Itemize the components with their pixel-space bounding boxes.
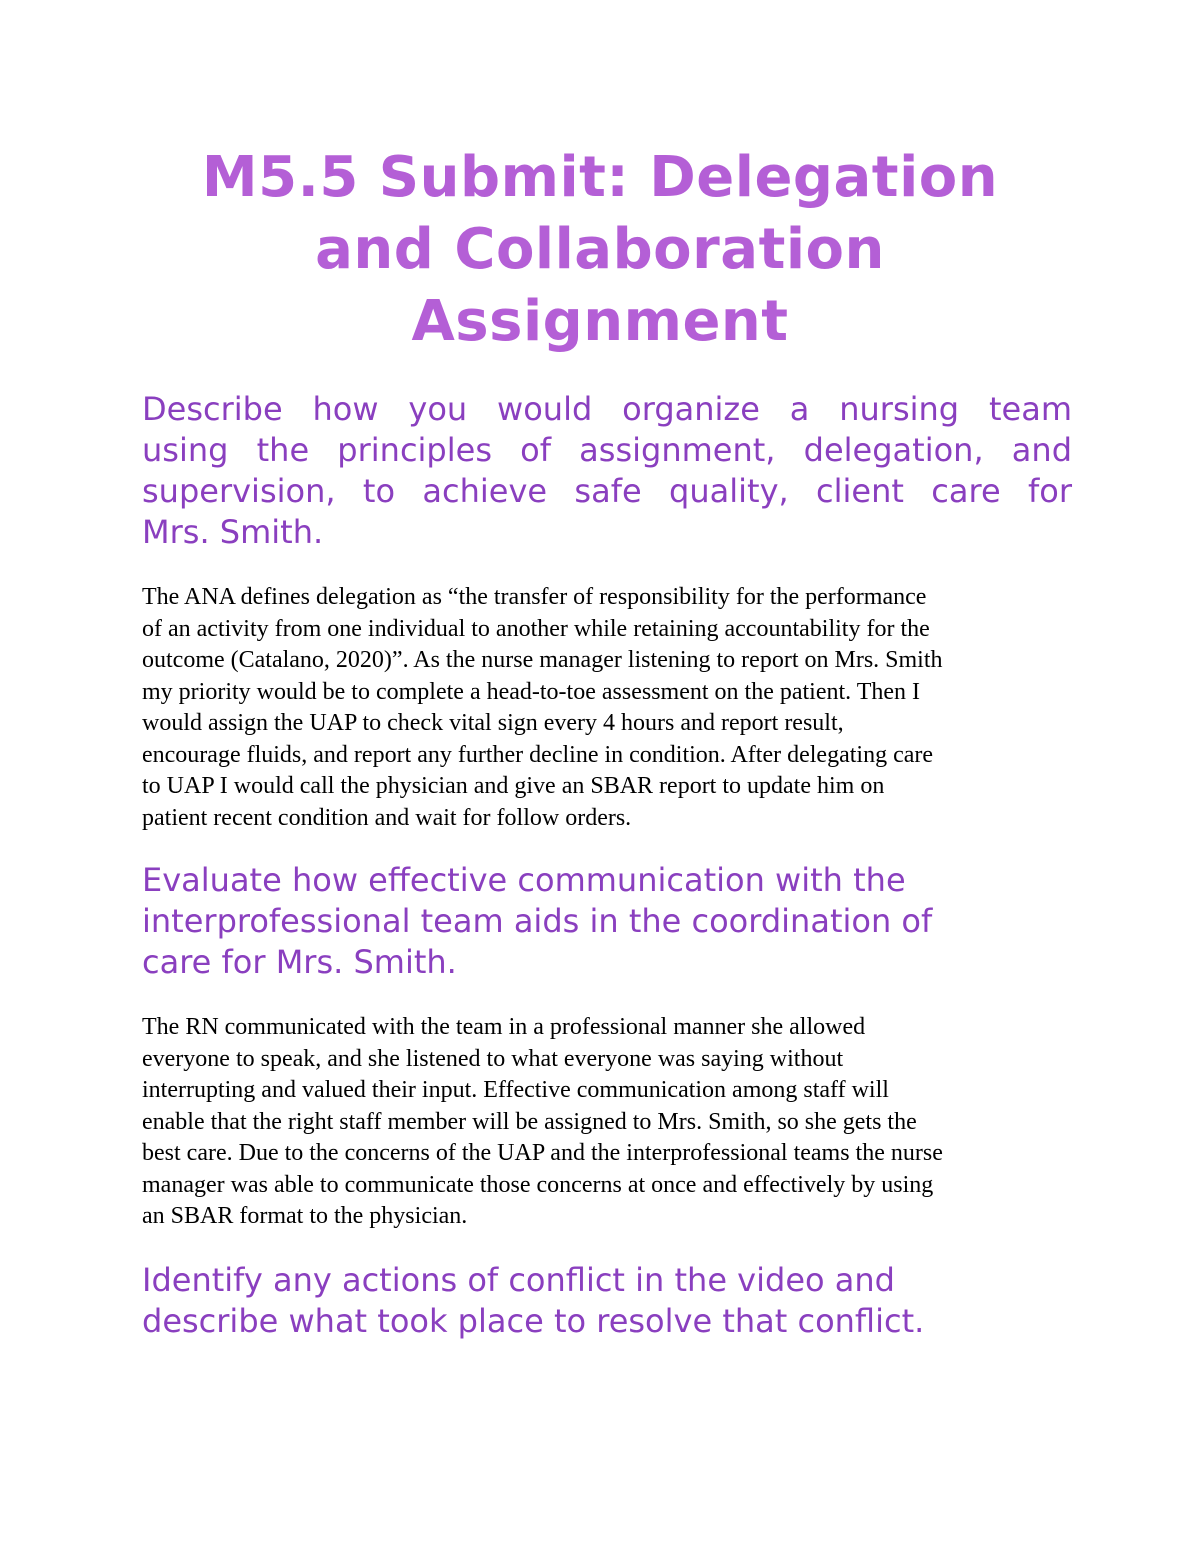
question-1-line: supervision, to achieve safe quality, client care for [142, 472, 1072, 510]
question-2-line: interprofessional team aids in the coordination of [142, 902, 933, 940]
question-1-heading [142, 389, 1072, 553]
answer-1-line: to UAP I would call the physician and give an SBAR report to update him on [142, 773, 885, 799]
answer-2-line: interrupting and valued their input. Effective communication among staff will [142, 1077, 889, 1103]
question-3-heading [142, 1260, 1072, 1342]
answer-1-line: of an activity from one individual to another while retaining accountability for the [142, 615, 930, 642]
answer-1-line: outcome (Catalano, 2020)”. As the nurse manager listening to report on Mrs. Smith [142, 647, 943, 673]
answer-2-paragraph [142, 1012, 1062, 1233]
title-line: M5.5 Submit: Delegation [201, 145, 999, 210]
question-2-line: Evaluate how effective communication with the [142, 861, 906, 899]
question-3-line: describe what took place to resolve that conflict. [142, 1302, 925, 1340]
answer-2-line: an SBAR format to the physician. [142, 1203, 468, 1229]
answer-2-line: enable that the right staff member will be assigned to Mrs. Smith, so she gets the [142, 1108, 917, 1135]
answer-1-line: would assign the UAP to check vital sign every 4 hours and report result, [142, 710, 844, 736]
title-line: Assignment [411, 289, 789, 354]
answer-1-line: The ANA defines delegation as “the transfer of responsibility for the performance [142, 584, 927, 610]
answer-1-paragraph [142, 582, 1062, 834]
question-3-line: Identify any actions of conflict in the video and [142, 1261, 895, 1299]
answer-2-line: best care. Due to the concerns of the UAP and the interprofessional teams the nurse [142, 1140, 943, 1166]
answer-2-line: The RN communicated with the team in a professional manner she allowed [142, 1014, 866, 1040]
answer-2-line: manager was able to communicate those concerns at once and effectively by using [142, 1171, 934, 1198]
question-2-heading [142, 860, 1072, 983]
question-1-line: Describe how you would organize a nursing team [142, 390, 1072, 428]
answer-1-line: my priority would be to complete a head-to-toe assessment on the patient. Then I [142, 678, 921, 705]
title-line: and Collaboration [315, 217, 885, 282]
document-title [110, 142, 1090, 358]
answer-2-line: everyone to speak, and she listened to what everyone was saying without [142, 1045, 844, 1072]
answer-1-line: patient recent condition and wait for follow orders. [142, 804, 632, 831]
question-1-line: Mrs. Smith. [142, 513, 324, 551]
answer-1-line: encourage fluids, and report any further decline in condition. After delegating care [142, 741, 934, 768]
question-1-line: using the principles of assignment, delegation, and [142, 431, 1072, 469]
question-2-line: care for Mrs. Smith. [142, 943, 457, 981]
